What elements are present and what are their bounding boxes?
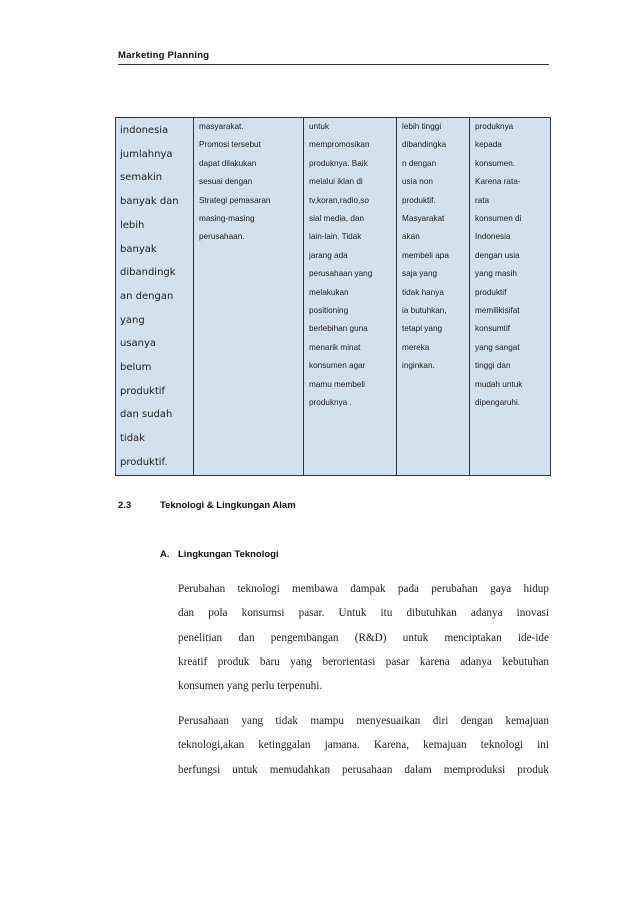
cell-text-line: konsumen. (475, 158, 516, 168)
paragraph-line: berfungsi untuk memudahkan perusahaan dalam memproduksi produk (178, 763, 549, 776)
cell-text-line: sesuai dengan (199, 177, 253, 187)
paragraph-line: kreatif produk baru yang berorientasi pasar karena adanya kebutuhan (178, 655, 549, 668)
cell-text-line: yang masih (475, 269, 517, 279)
cell-text-line: jarang ada (309, 250, 348, 260)
cell-text-line: sial media, dan (309, 214, 365, 224)
cell-text-line: mamu membeli (309, 379, 365, 389)
section-heading (118, 500, 296, 511)
cell-text-line: dibandingka (402, 140, 447, 150)
cell-text-line: dibandingk (120, 267, 176, 279)
page-header: Marketing Planning (118, 50, 549, 65)
cell-text-line: tidak hanya (402, 287, 444, 297)
cell-text-line: banyak dan (120, 196, 179, 208)
cell-text-line: dan sudah (120, 409, 173, 421)
cell-text-line: perusahaan. (199, 232, 245, 242)
paragraph-line: konsumen yang perlu terpenuhi. (178, 680, 323, 693)
cell-text-line: masing-masing (199, 214, 255, 224)
cell-text-line: Masyarakat (402, 214, 445, 224)
cell-text-line: yang (120, 314, 145, 326)
cell-text-line: rata (475, 195, 490, 205)
cell-text-line: akan (402, 232, 420, 242)
cell-text-line: Indonesia (475, 232, 511, 242)
cell-text-line: tidak (120, 433, 145, 445)
cell-text-line: lebih tinggi (402, 122, 442, 131)
cell-text-line: tv,koran,radio,so (309, 195, 369, 205)
section-number: 2.3 (118, 500, 132, 511)
cell-text-line: Karena rata- (475, 177, 521, 187)
cell-text-line: inginkan. (402, 361, 435, 371)
cell-text-line: perusahaan yang (309, 269, 373, 279)
content-table (115, 117, 551, 476)
paragraph-line: teknologi,akan ketinggalan jamana. Karena, kemajuan teknologi ini (178, 739, 549, 752)
cell-text-line: lebih (120, 219, 145, 231)
cell-text-line: semakin (120, 172, 163, 184)
cell-text-line: konsumen di (475, 214, 522, 224)
cell-text-line: produktif (120, 385, 166, 397)
cell-text-line: untuk (309, 122, 330, 131)
table-cell-col2 (194, 118, 304, 476)
cell-text-line: konsumen agar (309, 361, 366, 371)
paragraph-line: penelitian dan pengembangan (R&D) untuk menciptakan ide-ide (178, 631, 549, 644)
cell-text-line: produknya (475, 122, 514, 131)
cell-text-line: konsumtif (475, 324, 511, 334)
cell-text-line: saja yang (402, 269, 438, 279)
paragraph (178, 577, 549, 698)
cell-text-line: dapat dilakukan (199, 158, 257, 168)
cell-text-line: Strategi pemasaran (199, 195, 271, 205)
cell-text-line: belum (120, 362, 152, 374)
paragraph (178, 709, 549, 782)
cell-text-line: banyak (120, 243, 157, 255)
cell-text-line: menarik minat (309, 342, 361, 352)
cell-text-line: mereka (402, 342, 430, 352)
subsection-heading (160, 549, 279, 560)
cell-text-line: lain-lain. Tidak (309, 232, 362, 242)
cell-text-line: Promosi tersebut (199, 140, 261, 150)
cell-text-line: dengan usia (475, 250, 520, 260)
table-row (116, 118, 551, 476)
paragraph-line: dan pola konsumsi pasar. Untuk itu dibutuhkan adanya inovasi (178, 607, 549, 620)
cell-text-line: berlebihan guna (309, 324, 368, 334)
cell-text-line: dipengaruhi. (475, 398, 521, 408)
cell-text-line: membeli apa (402, 250, 449, 260)
cell-text-line: usanya (120, 338, 157, 350)
paragraph-line: Perubahan teknologi membawa dampak pada perubahan gaya hidup (178, 583, 549, 595)
subsection-letter: A. (160, 549, 170, 560)
table-cell-col1 (116, 118, 194, 476)
cell-text-line: produktif (475, 287, 507, 297)
cell-text-line: produktif. (402, 195, 436, 205)
cell-text-line: tetapi yang (402, 324, 443, 334)
cell-text-line: mempromosikan (309, 140, 370, 150)
cell-text-line: ia butuhkan, (402, 306, 447, 316)
cell-text-line: yang sangat (475, 342, 520, 352)
section-title: Teknologi & Lingkungan Alam (160, 500, 296, 511)
cell-text-line: melalui iklan di (309, 177, 363, 187)
cell-text-line: mudah untuk (475, 379, 523, 389)
table-cell-col3 (304, 118, 397, 476)
paragraph-line: Perusahaan yang tidak mampu menyesuaikan diri dengan kemajuan (178, 715, 549, 727)
cell-text-line: masyarakat. (199, 122, 244, 131)
cell-text-line: kepada (475, 140, 502, 150)
cell-text-line: n dengan (402, 158, 437, 168)
cell-text-line: produknya. Baik (309, 158, 368, 168)
table-cell-col5 (470, 118, 551, 476)
cell-text-line: positioning (309, 306, 349, 316)
cell-text-line: tinggi dan (475, 361, 511, 371)
cell-text-line: melakukan (309, 287, 349, 297)
cell-text-line: usia non (402, 177, 433, 187)
cell-text-line: memilikisifat (475, 306, 520, 316)
cell-text-line: produknya . (309, 398, 352, 408)
cell-text-line: produktif. (120, 456, 168, 468)
cell-text-line: jumlahnya (120, 148, 173, 160)
table-cell-col4 (397, 118, 470, 476)
cell-text-line: indonesia (120, 125, 169, 136)
cell-text-line: an dengan (120, 290, 174, 302)
subsection-title: Lingkungan Teknologi (178, 549, 279, 560)
